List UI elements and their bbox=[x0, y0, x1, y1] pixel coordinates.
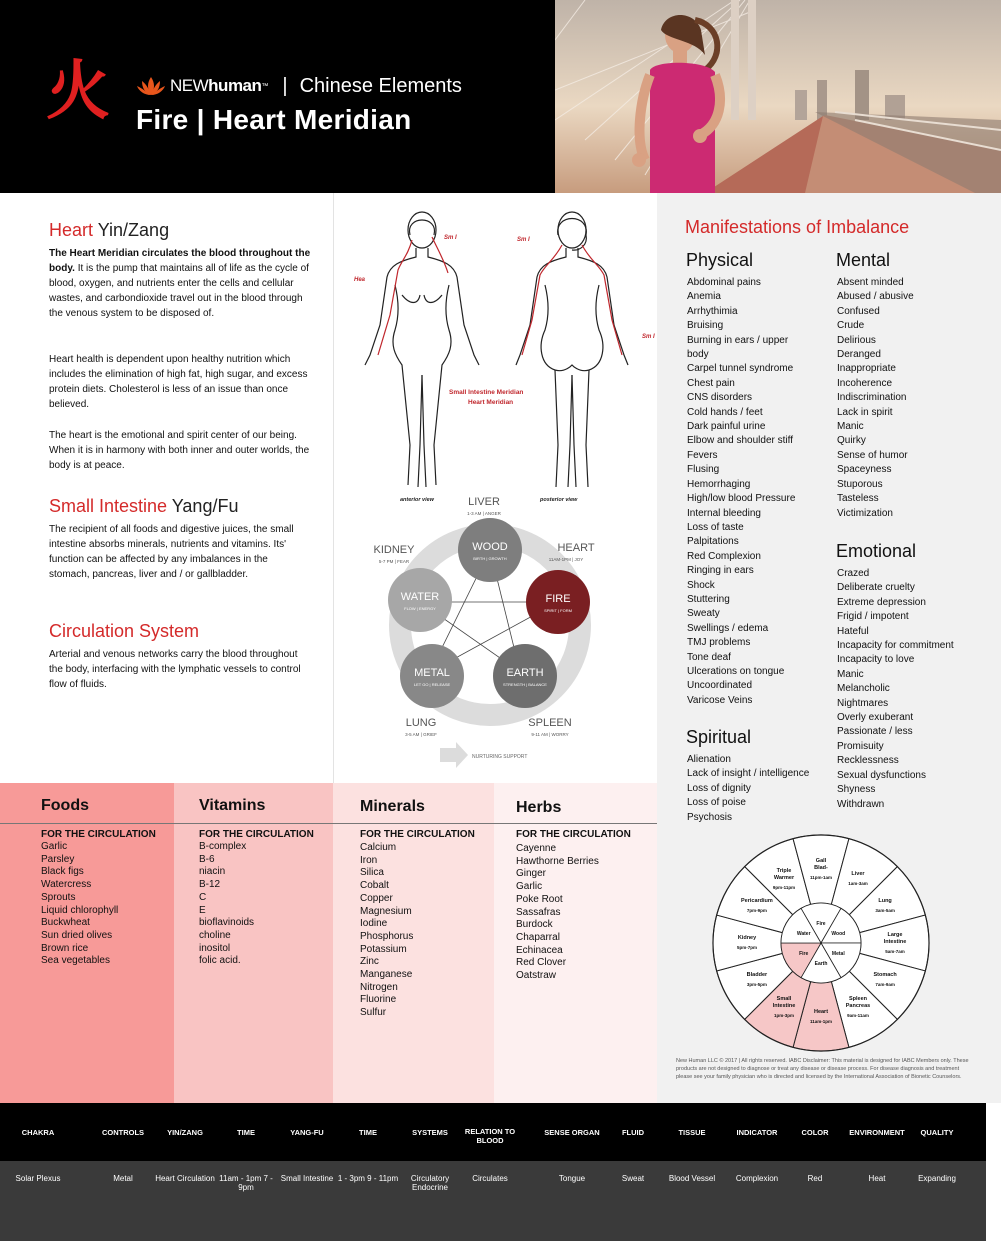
heart-paragraph-1 bbox=[49, 246, 311, 321]
organ-heart: HEART bbox=[557, 542, 595, 554]
minerals-subtitle: FOR THE CIRCULATION bbox=[360, 829, 475, 840]
clock-element-label: Water bbox=[796, 931, 811, 937]
emotional-symptom: Hateful bbox=[837, 625, 869, 637]
physical-symptom: Carpel tunnel syndrome bbox=[687, 363, 794, 375]
heart-text-1: It is the pump that maintains all of life as the cycle of blood, oxygen, and nutrients enter the cells and cellular wastes, and carbondioxide travel out in the blood through the venous system to be disposed of. bbox=[49, 263, 309, 319]
small-intestine-heading bbox=[49, 496, 238, 517]
mental-symptom: Quirky bbox=[837, 435, 866, 447]
clock-organ-label: Small bbox=[776, 996, 792, 1003]
herbs-title: Herbs bbox=[516, 799, 562, 816]
mineral-item: Zinc bbox=[360, 956, 379, 968]
mineral-item: Manganese bbox=[360, 969, 413, 981]
herb-item: Ginger bbox=[516, 868, 547, 880]
clock-organ-label: Heart bbox=[813, 1009, 829, 1015]
herb-item: Chaparral bbox=[516, 931, 560, 943]
clock-time-label: 7am-9am bbox=[875, 982, 895, 987]
emotional-symptom: Manic bbox=[837, 668, 864, 680]
food-item: Brown rice bbox=[41, 942, 89, 954]
physical-symptom: Red Complexion bbox=[687, 550, 761, 562]
spiritual-symptom: Psychosis bbox=[687, 811, 733, 823]
physical-symptom: Ulcerations on tongue bbox=[687, 665, 785, 677]
label-si-right: Sm I bbox=[642, 334, 655, 340]
physical-symptom: Flusing bbox=[687, 464, 720, 476]
organ-heart-time: 11AM-1PM | JOY bbox=[548, 557, 584, 562]
footer-value: 1 - 3pm 9 - 11pm bbox=[337, 1174, 399, 1183]
brand-new: NEW bbox=[170, 76, 209, 95]
emotional-symptom: Sexual dysfunctions bbox=[837, 769, 926, 781]
clock-time-label: 9am-11am bbox=[847, 1013, 869, 1019]
mental-symptom: Crude bbox=[837, 320, 865, 332]
emotional-list bbox=[837, 567, 954, 812]
vitamin-item: bioflavinoids bbox=[199, 917, 255, 929]
clock-element-label: Fire bbox=[799, 951, 809, 957]
footer-value: Tongue bbox=[558, 1174, 586, 1183]
mental-symptom: Stuporous bbox=[837, 478, 883, 490]
clock-organ-label: Intestine bbox=[772, 1003, 796, 1010]
physical-symptom: body bbox=[687, 349, 709, 361]
footer-header: QUALITY bbox=[920, 1128, 954, 1137]
herbs-subtitle: FOR THE CIRCULATION bbox=[516, 829, 631, 840]
mineral-item: Nitrogen bbox=[360, 981, 398, 993]
photo-illustration bbox=[555, 0, 1001, 193]
mental-symptom: Delirious bbox=[837, 334, 876, 346]
physical-symptom: Burning in ears / upper bbox=[687, 334, 789, 346]
clock-organ-label: Blad- bbox=[814, 865, 828, 871]
spiritual-symptom: Alienation bbox=[687, 754, 731, 765]
emotional-symptom: Incapacity to love bbox=[837, 654, 915, 666]
physical-symptom: Chest pain bbox=[687, 377, 735, 389]
clock-time-label: 3am-5am bbox=[875, 908, 895, 913]
food-item: Liquid chlorophyll bbox=[41, 904, 119, 916]
mineral-item: Iron bbox=[360, 854, 378, 866]
heart-heading bbox=[49, 220, 169, 241]
mental-list bbox=[837, 276, 914, 521]
vitamin-item: choline bbox=[199, 929, 231, 941]
foods-list bbox=[41, 841, 118, 968]
herb-item: Hawthorne Berries bbox=[516, 855, 599, 867]
footer-value: Small Intestine bbox=[280, 1174, 334, 1183]
footer-value: Complexion bbox=[735, 1174, 779, 1183]
footer-value: Circulates bbox=[472, 1174, 508, 1183]
element-earth: EARTH bbox=[506, 667, 544, 679]
meridian-clock bbox=[710, 832, 932, 1054]
element-water-sub: FLOW | ENERGY bbox=[404, 606, 436, 611]
mineral-item: Potassium bbox=[360, 943, 407, 955]
physical-symptom: Shock bbox=[687, 579, 715, 591]
physical-symptom: Elbow and shoulder stiff bbox=[687, 435, 793, 447]
mineral-item: Sulfur bbox=[360, 1007, 387, 1019]
physical-symptom: Dark painful urine bbox=[687, 421, 766, 433]
organ-kidney-time: 5-7 PM | FEAR bbox=[378, 559, 410, 564]
spiritual-symptom: Loss of poise bbox=[687, 797, 746, 809]
footer-header: RELATION TO BLOOD bbox=[464, 1127, 516, 1145]
vitamins-subtitle: FOR THE CIRCULATION bbox=[199, 829, 314, 840]
element-fire: FIRE bbox=[545, 593, 571, 605]
organ-liver-time: 1-3 AM | ANGER bbox=[467, 511, 501, 516]
foods-subtitle: FOR THE CIRCULATION bbox=[41, 829, 156, 840]
organ-kidney: KIDNEY bbox=[373, 544, 415, 556]
foods-title: Foods bbox=[41, 797, 89, 814]
clock-element-label: Metal bbox=[831, 951, 845, 957]
footer-value: 11am - 1pm 7 - 9pm bbox=[219, 1174, 273, 1192]
food-item: Watercress bbox=[41, 879, 92, 891]
header-subtitle: Chinese Elements bbox=[299, 74, 462, 97]
vitamin-item: inositol bbox=[199, 942, 231, 954]
mental-symptom: Lack in spirit bbox=[837, 406, 893, 418]
emotional-title: Emotional bbox=[836, 541, 917, 561]
heart-lead: The Heart Meridian circulates the blood throughout the body. bbox=[49, 248, 311, 274]
element-fire-sub: SPIRIT | FORM bbox=[544, 608, 572, 613]
clock-organ-label: Large bbox=[887, 932, 903, 938]
physical-symptom: Uncoordinated bbox=[687, 680, 753, 692]
clock-time-label: 3pm-5pm bbox=[746, 982, 767, 987]
element-metal: METAL bbox=[414, 667, 450, 679]
footer-value: Metal bbox=[113, 1174, 133, 1183]
footer-header: YANG-FU bbox=[290, 1128, 324, 1137]
physical-symptom: CNS disorders bbox=[687, 392, 753, 404]
mineral-item: Magnesium bbox=[360, 905, 412, 917]
disclaimer: New Human LLC © 2017 | All rights reserved. IABC Disclaimer: This material is designed for IABC Members only. These products are not designed to diagnose or treat any disease or disease process. For disease diagnosis and treatment please see your family physician who is directed and licensed by the International Association of Bionetic Counselors. bbox=[676, 1058, 969, 1080]
mental-title: Mental bbox=[836, 250, 891, 270]
table-rule bbox=[0, 823, 657, 824]
posterior-label: posterior view bbox=[540, 497, 578, 503]
organ-spleen-time: 9-11 AM | WORRY bbox=[531, 732, 569, 737]
clock-organ-label: Pericardium bbox=[741, 898, 773, 904]
footer-value: Circulatory Endocrine bbox=[410, 1174, 450, 1192]
vitamin-item: E bbox=[199, 904, 206, 916]
heart-paragraph-3: The heart is the emotional and spirit center of our being. When it is in harmony with both inner and outer worlds, the body is at peace. bbox=[49, 430, 310, 471]
food-item: Parsley bbox=[41, 853, 75, 865]
label-hea: Hea bbox=[354, 277, 366, 283]
vitamin-item: niacin bbox=[199, 866, 226, 878]
mineral-item: Silica bbox=[360, 867, 384, 879]
footer-value-row bbox=[0, 1161, 986, 1241]
page-title: Fire | Heart Meridian bbox=[136, 104, 412, 135]
clock-time-label: 11am-1pm bbox=[809, 1019, 833, 1024]
physical-symptom: Anemia bbox=[687, 291, 721, 303]
vitamins-list bbox=[199, 841, 254, 968]
si-heading-red: Small Intestine bbox=[49, 496, 168, 516]
physical-symptom: Sweaty bbox=[687, 608, 720, 620]
element-water: WATER bbox=[400, 591, 440, 603]
footer-header: FLUID bbox=[621, 1128, 645, 1137]
physical-symptom: TMJ problems bbox=[687, 637, 751, 649]
meridian-body-diagram bbox=[340, 205, 657, 505]
emotional-symptom: Incapacity for commitment bbox=[837, 640, 954, 652]
heart-heading-red: Heart bbox=[49, 220, 94, 240]
clock-organ-label: Stomach bbox=[873, 972, 897, 978]
herb-item: Echinacea bbox=[516, 944, 563, 956]
footer-value: Expanding bbox=[918, 1174, 956, 1183]
clock-organ-label: Pancreas bbox=[845, 1003, 871, 1010]
clock-time-label: 9pm-11pm bbox=[772, 884, 796, 890]
footer-value: Red bbox=[807, 1174, 823, 1183]
fire-character: 火 bbox=[46, 54, 110, 129]
mental-symptom: Incoherence bbox=[837, 377, 893, 389]
column-divider bbox=[333, 193, 334, 783]
emotional-symptom: Promisuity bbox=[837, 740, 884, 752]
clock-organ-label: Kidney bbox=[737, 935, 757, 941]
emotional-symptom: Crazed bbox=[837, 568, 870, 579]
food-item: Black figs bbox=[41, 866, 84, 878]
anterior-figure bbox=[365, 212, 479, 487]
clock-time-label: 1pm-3pm bbox=[773, 1013, 795, 1019]
herb-item: Sassafras bbox=[516, 906, 561, 918]
organ-spleen: SPLEEN bbox=[528, 717, 572, 729]
mental-symptom: Confused bbox=[837, 305, 880, 317]
label-si-back: Sm I bbox=[517, 237, 530, 243]
mental-symptom: Manic bbox=[837, 421, 864, 433]
manifestations-title: Manifestations of Imbalance bbox=[685, 217, 910, 237]
mineral-item: Cobalt bbox=[360, 880, 389, 892]
nurture-label: NURTURING SUPPORT bbox=[472, 754, 528, 760]
herb-item: Garlic bbox=[516, 881, 543, 893]
clock-time-label: 5pm-7pm bbox=[736, 945, 758, 950]
physical-symptom: Internal bleeding bbox=[687, 507, 761, 519]
nurture-arrow-icon bbox=[440, 742, 468, 768]
organ-liver: LIVER bbox=[468, 496, 500, 508]
mineral-item: Iodine bbox=[360, 918, 388, 930]
trademark: ™ bbox=[261, 82, 269, 90]
physical-symptom: Hemorrhaging bbox=[687, 478, 751, 490]
mental-symptom: Victimization bbox=[837, 507, 893, 519]
legend-heart-meridian: Heart Meridian bbox=[468, 399, 514, 406]
clock-element-label: Earth bbox=[814, 961, 828, 967]
mental-symptom: Abused / abusive bbox=[837, 291, 914, 303]
footer-header: TIME bbox=[359, 1128, 377, 1137]
herb-item: Red Clover bbox=[516, 957, 567, 969]
element-wood-sub: BIRTH | GROWTH bbox=[473, 556, 507, 561]
clock-organ-label: Gall bbox=[815, 858, 827, 864]
legend-small-intestine: Small Intestine Meridian bbox=[449, 389, 524, 396]
physical-symptom: Arrhythimia bbox=[687, 305, 738, 317]
heart-heading-dark: Yin/Zang bbox=[97, 220, 170, 240]
emotional-symptom: Shyness bbox=[837, 784, 876, 796]
mental-symptom: Deranged bbox=[837, 349, 881, 361]
physical-symptom: Stuttering bbox=[687, 593, 730, 605]
clock-organ-label: Intestine bbox=[883, 939, 907, 945]
footer-value: Sweat bbox=[621, 1174, 645, 1183]
runner-photo bbox=[555, 0, 1001, 193]
emotional-symptom: Melancholic bbox=[837, 683, 890, 695]
physical-symptom: Fevers bbox=[687, 449, 718, 461]
vitamin-item: B-complex bbox=[199, 841, 247, 852]
emotional-symptom: Passionate / less bbox=[837, 726, 913, 738]
physical-symptom: Bruising bbox=[687, 320, 724, 332]
circulation-heading: Circulation System bbox=[49, 621, 200, 641]
header-separator: | bbox=[282, 74, 288, 97]
physical-symptom: Loss of taste bbox=[687, 521, 744, 533]
clock-element-label: Wood bbox=[831, 931, 846, 937]
clock-time-label: 5am-7am bbox=[885, 949, 905, 954]
food-item: Garlic bbox=[41, 841, 68, 852]
lotus-icon bbox=[136, 75, 166, 97]
clock-organ-label: Lung bbox=[878, 898, 892, 904]
mineral-item: Phosphorus bbox=[360, 930, 414, 942]
element-wood: WOOD bbox=[472, 541, 508, 553]
herb-item: Poke Root bbox=[516, 893, 563, 905]
herb-item: Cayenne bbox=[516, 843, 557, 854]
clock-time-label: 7pm-9pm bbox=[746, 908, 767, 913]
food-item: Sea vegetables bbox=[41, 955, 110, 967]
anterior-label: anterior view bbox=[400, 497, 434, 503]
physical-symptom: Palpitations bbox=[687, 536, 739, 548]
mental-symptom: Sense of humor bbox=[837, 449, 908, 461]
posterior-figure bbox=[516, 212, 628, 487]
spiritual-symptom: Lack of insight / intelligence bbox=[687, 768, 810, 780]
physical-symptom: Varicose Veins bbox=[687, 694, 753, 706]
footer-header: TISSUE bbox=[678, 1128, 706, 1137]
vitamin-item: C bbox=[199, 891, 207, 903]
emotional-symptom: Withdrawn bbox=[837, 798, 885, 810]
mental-symptom: Inappropriate bbox=[837, 363, 896, 375]
herbs-list bbox=[516, 843, 599, 983]
emotional-symptom: Frigid / impotent bbox=[837, 611, 909, 623]
emotional-symptom: Nightmares bbox=[837, 697, 889, 709]
mineral-item: Copper bbox=[360, 892, 393, 904]
footer-header: INDICATOR bbox=[736, 1128, 778, 1137]
mineral-item: Calcium bbox=[360, 842, 397, 853]
herb-item: Burdock bbox=[516, 919, 553, 931]
minerals-list bbox=[360, 842, 413, 1020]
minerals-title: Minerals bbox=[360, 798, 425, 815]
physical-symptom: Abdominal pains bbox=[687, 277, 761, 288]
organ-lung-time: 3-5 AM | GRIEF bbox=[405, 732, 437, 737]
clock-organ-label: Triple bbox=[776, 867, 792, 874]
emotional-symptom: Overly exuberant bbox=[837, 712, 914, 724]
emotional-symptom: Extreme depression bbox=[837, 596, 926, 608]
mental-symptom: Spaceyness bbox=[837, 464, 892, 476]
clock-element-label: Fire bbox=[816, 921, 826, 927]
food-item: Buckwheat bbox=[41, 917, 90, 929]
food-item: Sun dried olives bbox=[41, 929, 113, 941]
physical-title: Physical bbox=[686, 250, 754, 270]
vitamin-item: folic acid. bbox=[199, 955, 241, 967]
footer-value: Solar Plexus bbox=[15, 1174, 61, 1183]
footer-header: SYSTEMS bbox=[412, 1128, 448, 1137]
clock-organ-label: Bladder bbox=[746, 972, 768, 978]
footer-value: Heart Circulation bbox=[155, 1174, 215, 1183]
footer-value: Heat bbox=[868, 1174, 886, 1183]
mental-symptom: Tasteless bbox=[837, 493, 879, 505]
vitamins-title: Vitamins bbox=[199, 797, 266, 814]
five-elements-diagram bbox=[360, 490, 617, 780]
element-metal-sub: LET GO | RELEASE bbox=[413, 682, 451, 687]
element-earth-sub: STRENGTH | BALANCE bbox=[503, 682, 547, 687]
footer-header: COLOR bbox=[801, 1128, 829, 1137]
small-intestine-paragraph: The recipient of all foods and digestive juices, the small intestine absorbs minerals, nutrients and vitamins. Its' function can be affected by any imbalances in the stomach, pancreas, liver and / or gallbladder. bbox=[49, 524, 294, 580]
physical-list bbox=[687, 276, 795, 708]
label-si-front: Sm I bbox=[444, 235, 457, 241]
organ-lung: LUNG bbox=[405, 717, 437, 729]
spiritual-symptom: Loss of dignity bbox=[687, 782, 751, 794]
brand-human: human bbox=[208, 76, 262, 95]
footer-value: Blood Vessel bbox=[668, 1174, 716, 1183]
clock-organ-label: Spleen bbox=[848, 996, 868, 1003]
footer-header: SENSE ORGAN bbox=[544, 1128, 600, 1137]
footer-header: YIN/ZANG bbox=[167, 1128, 203, 1137]
physical-symptom: High/low blood Pressure bbox=[687, 493, 796, 505]
footer-header: CHAKRA bbox=[21, 1128, 55, 1137]
emotional-symptom: Deliberate cruelty bbox=[837, 582, 915, 594]
logo bbox=[136, 74, 462, 98]
heart-paragraph-2: Heart health is dependent upon healthy nutrition which includes the elimination of high fat, high sugar, and excess protein diets. Cholesterol is less of an issue than once believed. bbox=[49, 354, 308, 410]
clock-organ-label: Warmer bbox=[773, 874, 795, 881]
footer-header: ENVIRONMENT bbox=[849, 1128, 905, 1137]
vitamin-item: B-12 bbox=[199, 879, 221, 891]
spiritual-list bbox=[687, 753, 809, 825]
physical-symptom: Ringing in ears bbox=[687, 565, 754, 577]
clock-time-label: 11pm-1am bbox=[809, 875, 833, 880]
physical-symptom: Swellings / edema bbox=[687, 622, 769, 634]
footer-header: CONTROLS bbox=[101, 1128, 145, 1137]
emotional-symptom: Recklessness bbox=[837, 755, 899, 767]
circulation-paragraph: Arterial and venous networks carry the blood throughout the body, interfacing with the lymphatic vessels to control flow of fluids. bbox=[49, 649, 301, 690]
physical-symptom: Tone deaf bbox=[687, 651, 731, 663]
spiritual-title: Spiritual bbox=[686, 727, 752, 747]
mental-symptom: Absent minded bbox=[837, 277, 904, 288]
mental-symptom: Indiscrimination bbox=[837, 392, 907, 404]
food-item: Sprouts bbox=[41, 891, 76, 903]
physical-symptom: Cold hands / feet bbox=[687, 406, 763, 418]
herb-item: Oatstraw bbox=[516, 970, 557, 982]
footer-header: TIME bbox=[237, 1128, 255, 1137]
si-heading-dark: Yang/Fu bbox=[171, 496, 239, 516]
clock-time-label: 1am-3am bbox=[848, 880, 868, 886]
mineral-item: Fluorine bbox=[360, 994, 397, 1006]
clock-organ-label: Liver bbox=[851, 870, 865, 877]
vitamin-item: B-6 bbox=[199, 853, 215, 865]
